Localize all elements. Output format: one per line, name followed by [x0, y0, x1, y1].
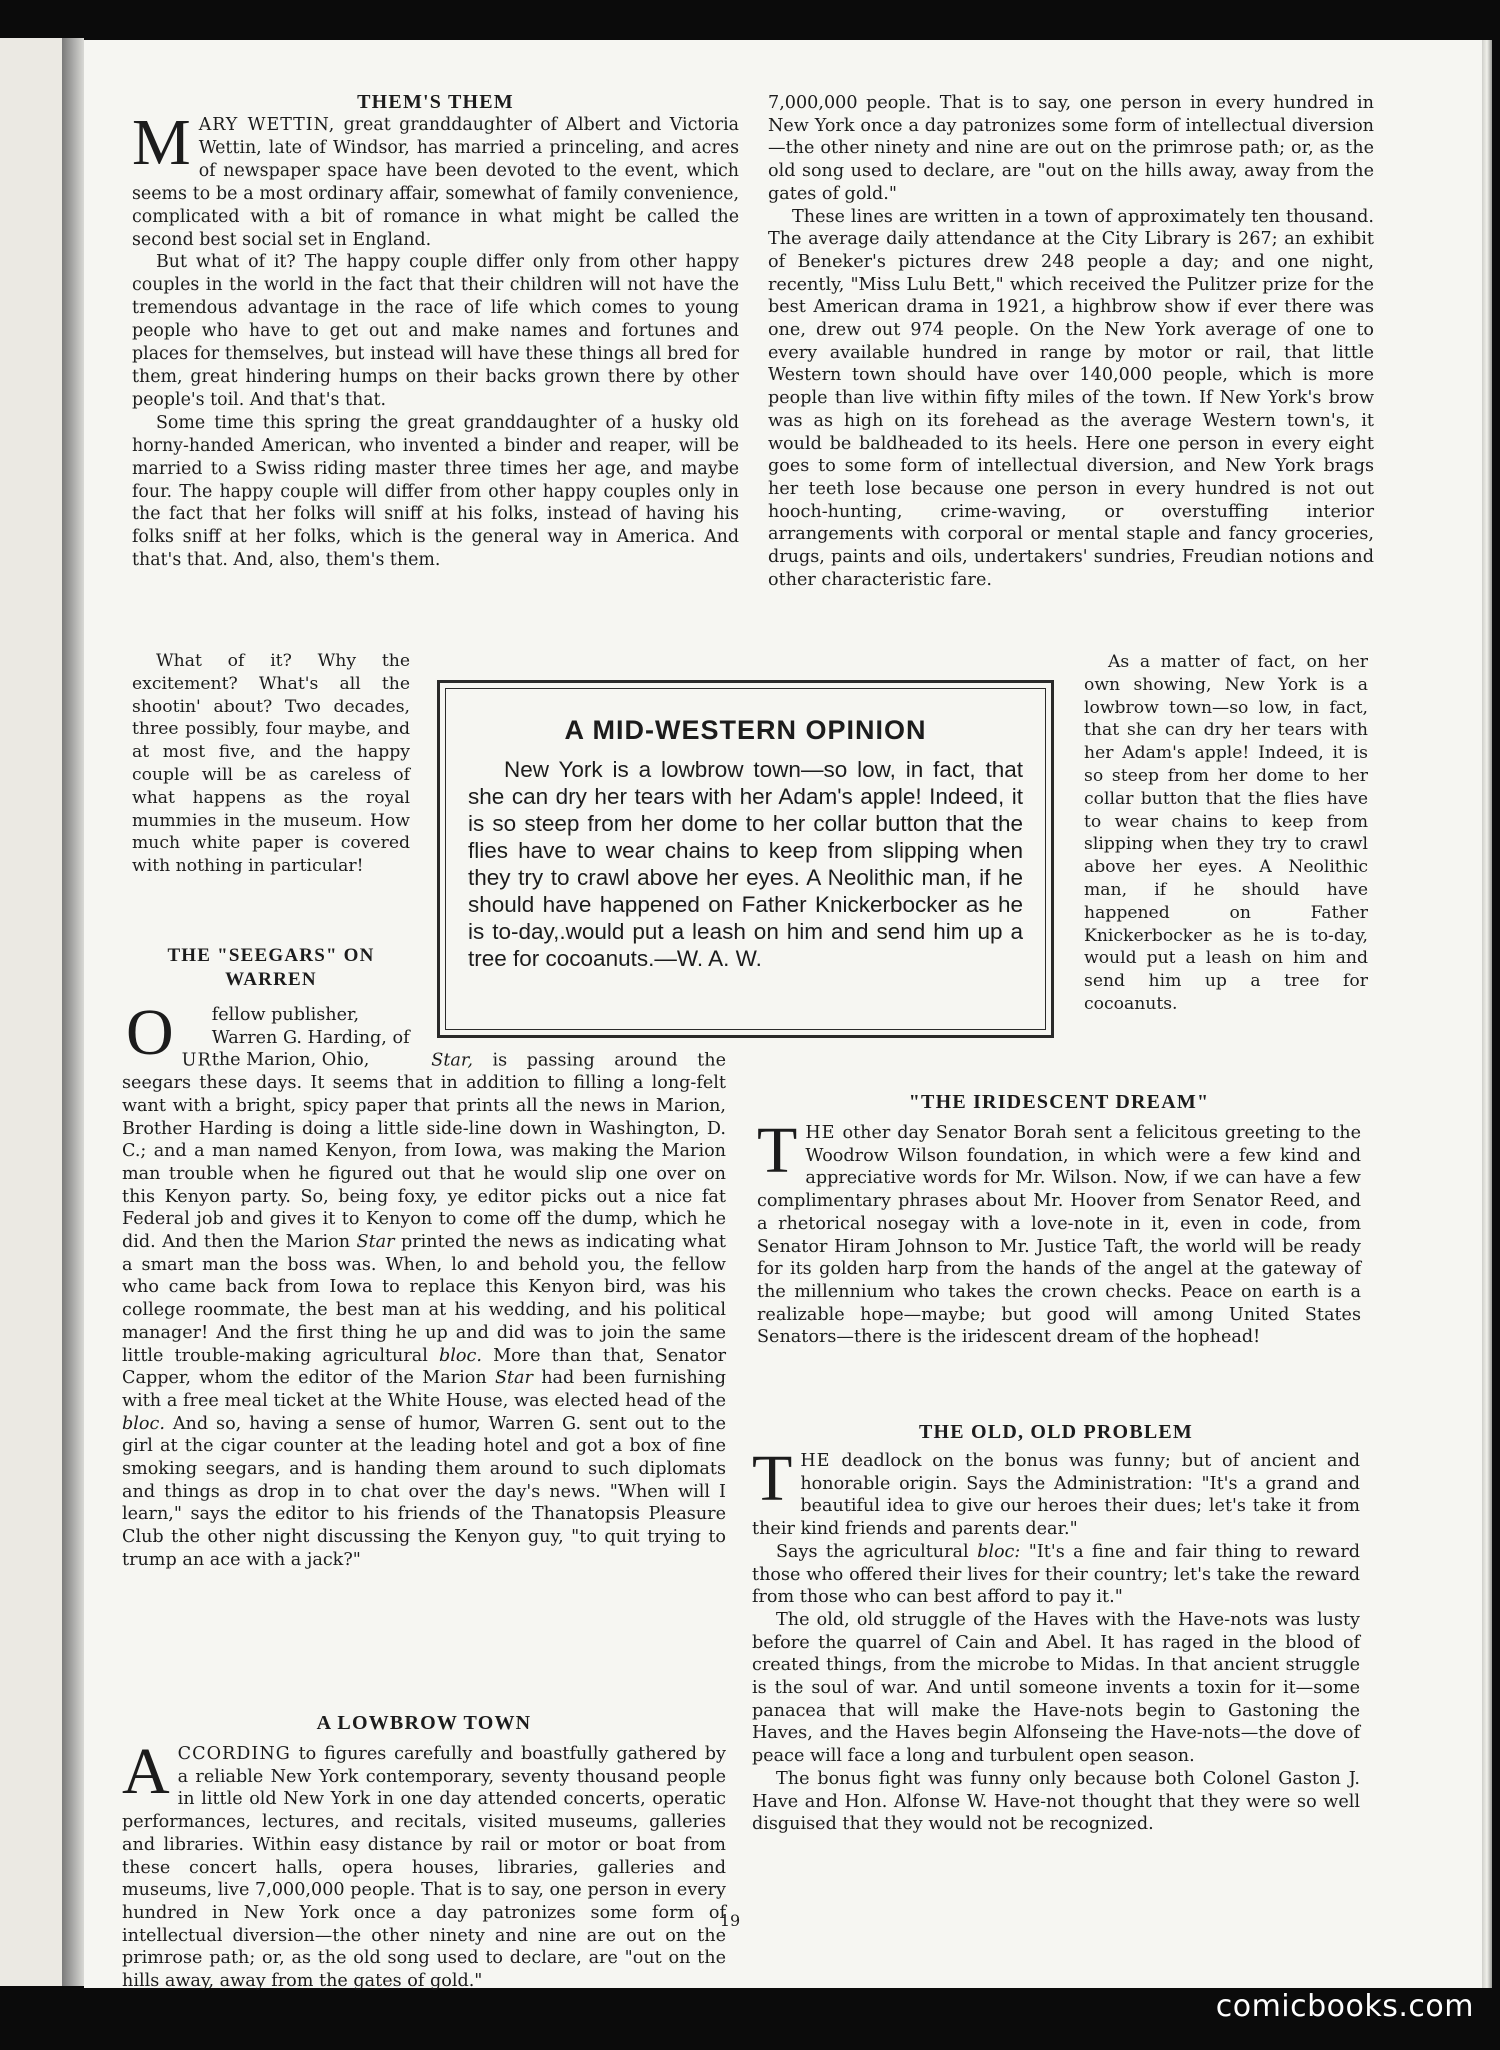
- pull-quote-box: [437, 680, 1054, 1038]
- italic-star: Star: [494, 1368, 533, 1389]
- paragraph: 7,000,000 people. That is to say, one person in every hundred in New York once a day patronizes some form of intellectual diversion—the other ninety and nine are out on the primrose path; or, as the old song used to declare, are "out on the hills away, away from the gates of gold.": [768, 93, 1374, 204]
- paragraph: But what of it? The happy couple differ only from other happy couples in the world in the fact that their children will not have the tremendous advantage in the race of life which comes to young people who have to get out and make names and fortunes and places for themselves, but instead will have these things all bred for them, great hindering humps on their backs grown there by other people's toil. And that's that.: [132, 252, 739, 410]
- lead-in: ARY WETTIN,: [198, 115, 336, 135]
- article-thems-them: [132, 90, 739, 572]
- headline-seegars: THE "SEEGARS" ON WARREN: [167, 945, 375, 990]
- paragraph: What of it? Why the excitement? What's all the shootin' about? Two decades, three possibly, four maybe, and at most five, and the happy couple will be as careless of what happens as the royal mummies in the museum. How much white paper is covered with nothing in particular!: [132, 651, 410, 877]
- drop-cap: A: [122, 1735, 170, 1808]
- pull-quote-inner: [445, 688, 1046, 1030]
- lead-in: HE: [805, 1123, 836, 1143]
- article-thems-them-continued: [132, 650, 410, 878]
- lead-in: CCORDING: [177, 1744, 291, 1764]
- page-number: 19: [719, 1911, 741, 1930]
- headline-thems-them: THEM'S THEM: [357, 91, 514, 113]
- paragraph: These lines are written in a town of approximately ten thousand. The average daily attendance at the City Library is 267; an exhibit of Beneker's pictures drew 248 people a day; and one night, recently, "Miss Lulu Bett," which received the Pulitzer prize for the best American drama in 1921, a highbrow show if ever there was one, drew out 974 people. On the New York average of one to every available hundred in range by motor or rail, that little Western town should have over 140,000 people, which is more people than live within fifty miles of the town. If New York's brow was as high on its forehead as the average Western town's, it would be baldheaded to its heels. Here one person in every eight goes to some form of intellectual diversion, and New York brags her teeth lose because one person in every hundred is not out hooch-hunting, crime-waving, or overstuffing interior arrangements with corporal or mental staple and fancy groceries, drugs, paints and oils, undertakers' sundries, Freudian notions and other characteristic fare.: [768, 206, 1374, 590]
- paragraph-text: had been furnishing with a free meal ticket at the White House, was elected head of the: [122, 1368, 727, 1411]
- site-watermark: comicbooks.com: [1215, 1989, 1474, 2024]
- paragraph: As a matter of fact, on her own showing, New York is a lowbrow town—so low, in fact, that she can dry her tears with her Adam's apple! Indeed, it is so steep from her dome to her collar button that the flies have to wear chains to keep from slipping when they try to crawl above her eyes. A Neolithic man, if he should have happened on Father Knickerbocker as he is to-day, would put a leash on him and send him up a tree for cocoanuts.: [1084, 652, 1368, 1014]
- paragraph-text: More than that, Senator Capper, whom the editor of the Marion: [122, 1345, 726, 1389]
- gutter-shadow: [62, 38, 84, 1986]
- lead-in: HE: [800, 1451, 831, 1471]
- article-lowbrow-town-continued: [768, 92, 1374, 591]
- page-edge: [1482, 40, 1492, 1988]
- drop-cap: M: [132, 106, 191, 179]
- article-lowbrow-town: [122, 1711, 726, 1992]
- drop-cap: O: [126, 996, 174, 1069]
- headline-old-problem: THE OLD, OLD PROBLEM: [918, 1421, 1194, 1443]
- italic-bloc: bloc:: [977, 1541, 1021, 1562]
- drop-cap: T: [757, 1114, 798, 1187]
- paragraph-text: Says the agricultural: [776, 1541, 978, 1562]
- article-seegars-title: [132, 944, 410, 992]
- headline-lowbrow-town: A LOWBROW TOWN: [316, 1712, 532, 1734]
- article-old-problem: [752, 1420, 1360, 1836]
- paragraph: The old, old struggle of the Haves with the Have-nots was lusty before the quarrel of Cain and Abel. It has raged in the blood of created things, from the microbe to Midas. In that ancient struggle is the soul of war. And until someone invents a toxin for it—some panacea that will make the Have-nots begin to Gastoning the Haves, and the Haves begin Alfonseing the Have-nots—the dove of peace will face a long and turbulent open season.: [752, 1609, 1360, 1767]
- article-lowbrow-town-sidebar: [1084, 651, 1368, 1016]
- article-iridescent-dream: [757, 1090, 1361, 1349]
- paragraph: Some time this spring the great granddaughter of a husky old horny-handed American, who invented a binder and reaper, will be married to a Swiss riding master three times her age, and maybe four. The happy couple will differ from other happy couples only in the fact that her folks will sniff at his folks, instead of having his folks sniff at her folks, which is the general way in America. And that's that. And, also, them's them.: [132, 412, 739, 571]
- pull-quote-text: New York is a lowbrow town—so low, in fact, that she can dry her tears with her Adam's apple! Indeed, it is so steep from her dome to her collar button that the flies have to wear chains to keep from slipping when they try to crawl above her eyes. A Neolithic man, if he should have happened on Father Knickerbocker as he is to-day,.would put a leash on him and send him up a tree for cocoanuts.—W. A. W.: [468, 757, 1023, 971]
- italic-bloc: bloc.: [122, 1413, 165, 1434]
- paragraph: to figures carefully and boastfully gathered by a reliable New York contemporary, seventy thousand people in little old New York in one day attended concerts, operatic performances, lectures, and recitals, visited museums, galleries and libraries. Within easy distance by rail or motor or boat from these concert halls, opera houses, libraries, galleries and museums, live 7,000,000 people. That is to say, one person in every hundred in New York once a day patronizes some form of intellectual diversion—the other ninety and nine are out on the primrose path; or, as the old song used to declare, are "out on the hills away, away from the gates of gold.": [122, 1744, 726, 1992]
- paragraph-text: fellow publisher, Warren G. Harding, of the Marion, Ohio,: [211, 1005, 410, 1071]
- paragraph: great granddaughter of Albert and Victoria Wettin, late of Windsor, has married a princeling, and acres of newspaper space have been devoted to the event, which seems to be a most ordinary affair, somewhat of family convenience, complicated with a bit of romance in what might be called the second best social set in England.: [132, 115, 740, 250]
- paragraph-text: "It's a fine and fair thing to reward those who offered their lives for their country; let's take the reward from those who can best afford to pay it.": [752, 1541, 1360, 1608]
- drop-cap: T: [752, 1442, 793, 1515]
- italic-star: Star,: [431, 1050, 473, 1071]
- paragraph-text: printed the news as indicating what a smart man the boss was. When, lo and behold you, the fellow who came back from Iowa to replace this Kenyon bird, was his college roommate, the best man at his wedding, and his political manager! And the first thing he up and did was to join the same little trouble-making agricultural: [122, 1232, 726, 1366]
- facing-page-edge: [0, 38, 62, 1986]
- article-seegars-body: [122, 996, 727, 1572]
- paragraph-text: And so, having a sense of humor, Warren G. sent out to the girl at the cigar counter at the leading hotel and got a box of fine smoking seegars, and is handing them around to such diplomats and things as drop in to chat over the day's news. "When will I learn," says the editor to his friends of the Thanatopsis Pleasure Club the other night discussing the Kenyon guy, "to quit trying to trump an ace with a jack?": [122, 1413, 726, 1570]
- headline-iridescent-dream: "THE IRIDESCENT DREAM": [908, 1091, 1210, 1113]
- paragraph: other day Senator Borah sent a felicitous greeting to the Woodrow Wilson foundation, in which were a few kind and appreciative words for Mr. Wilson. Now, if we can have a few complimentary phrases about Mr. Hoover from Senator Reed, and a rhetorical nosegay with a love-note in it, even in code, from Senator Hiram Johnson to Mr. Justice Taft, the world will be ready for its golden harp from the hands of the angel at the gateway of the millennium who takes the crown checks. Peace on earth is a realizable hope—maybe; but good will among United States Senators—there is the iridescent dream of the hophead!: [757, 1123, 1361, 1348]
- paragraph-text: is passing around the seegars these days. It seems that in addition to filling a long-felt want with a bright, spicy paper that prints all the news in Marion, Brother Harding is doing a little side-line down in Washington, D. C.; and a man named Kenyon, from Iowa, was making the Marion man trouble when he figured out that he would slip one over on this Kenyon party. So, being foxy, ye editor picks out a nice fat Federal job and gives it to Kenyon to come off the dump, which he did. And then the Marion: [122, 1050, 726, 1253]
- paragraph: The bonus fight was funny only because both Colonel Gaston J. Have and Hon. Alfonse W. Have-not thought that they were so well disguised that they would not be recognized.: [752, 1768, 1360, 1835]
- pull-quote-title: A MID-WESTERN OPINION: [564, 715, 927, 745]
- italic-bloc: bloc.: [439, 1345, 482, 1366]
- italic-star: Star: [356, 1232, 395, 1253]
- lead-in: UR: [181, 1050, 212, 1071]
- paragraph: deadlock on the bonus was funny; but of ancient and honorable origin. Says the Administration: "It's a grand and beautiful idea to give our heroes their dues; let's take it from their kind friends and parents dear.": [752, 1451, 1360, 1540]
